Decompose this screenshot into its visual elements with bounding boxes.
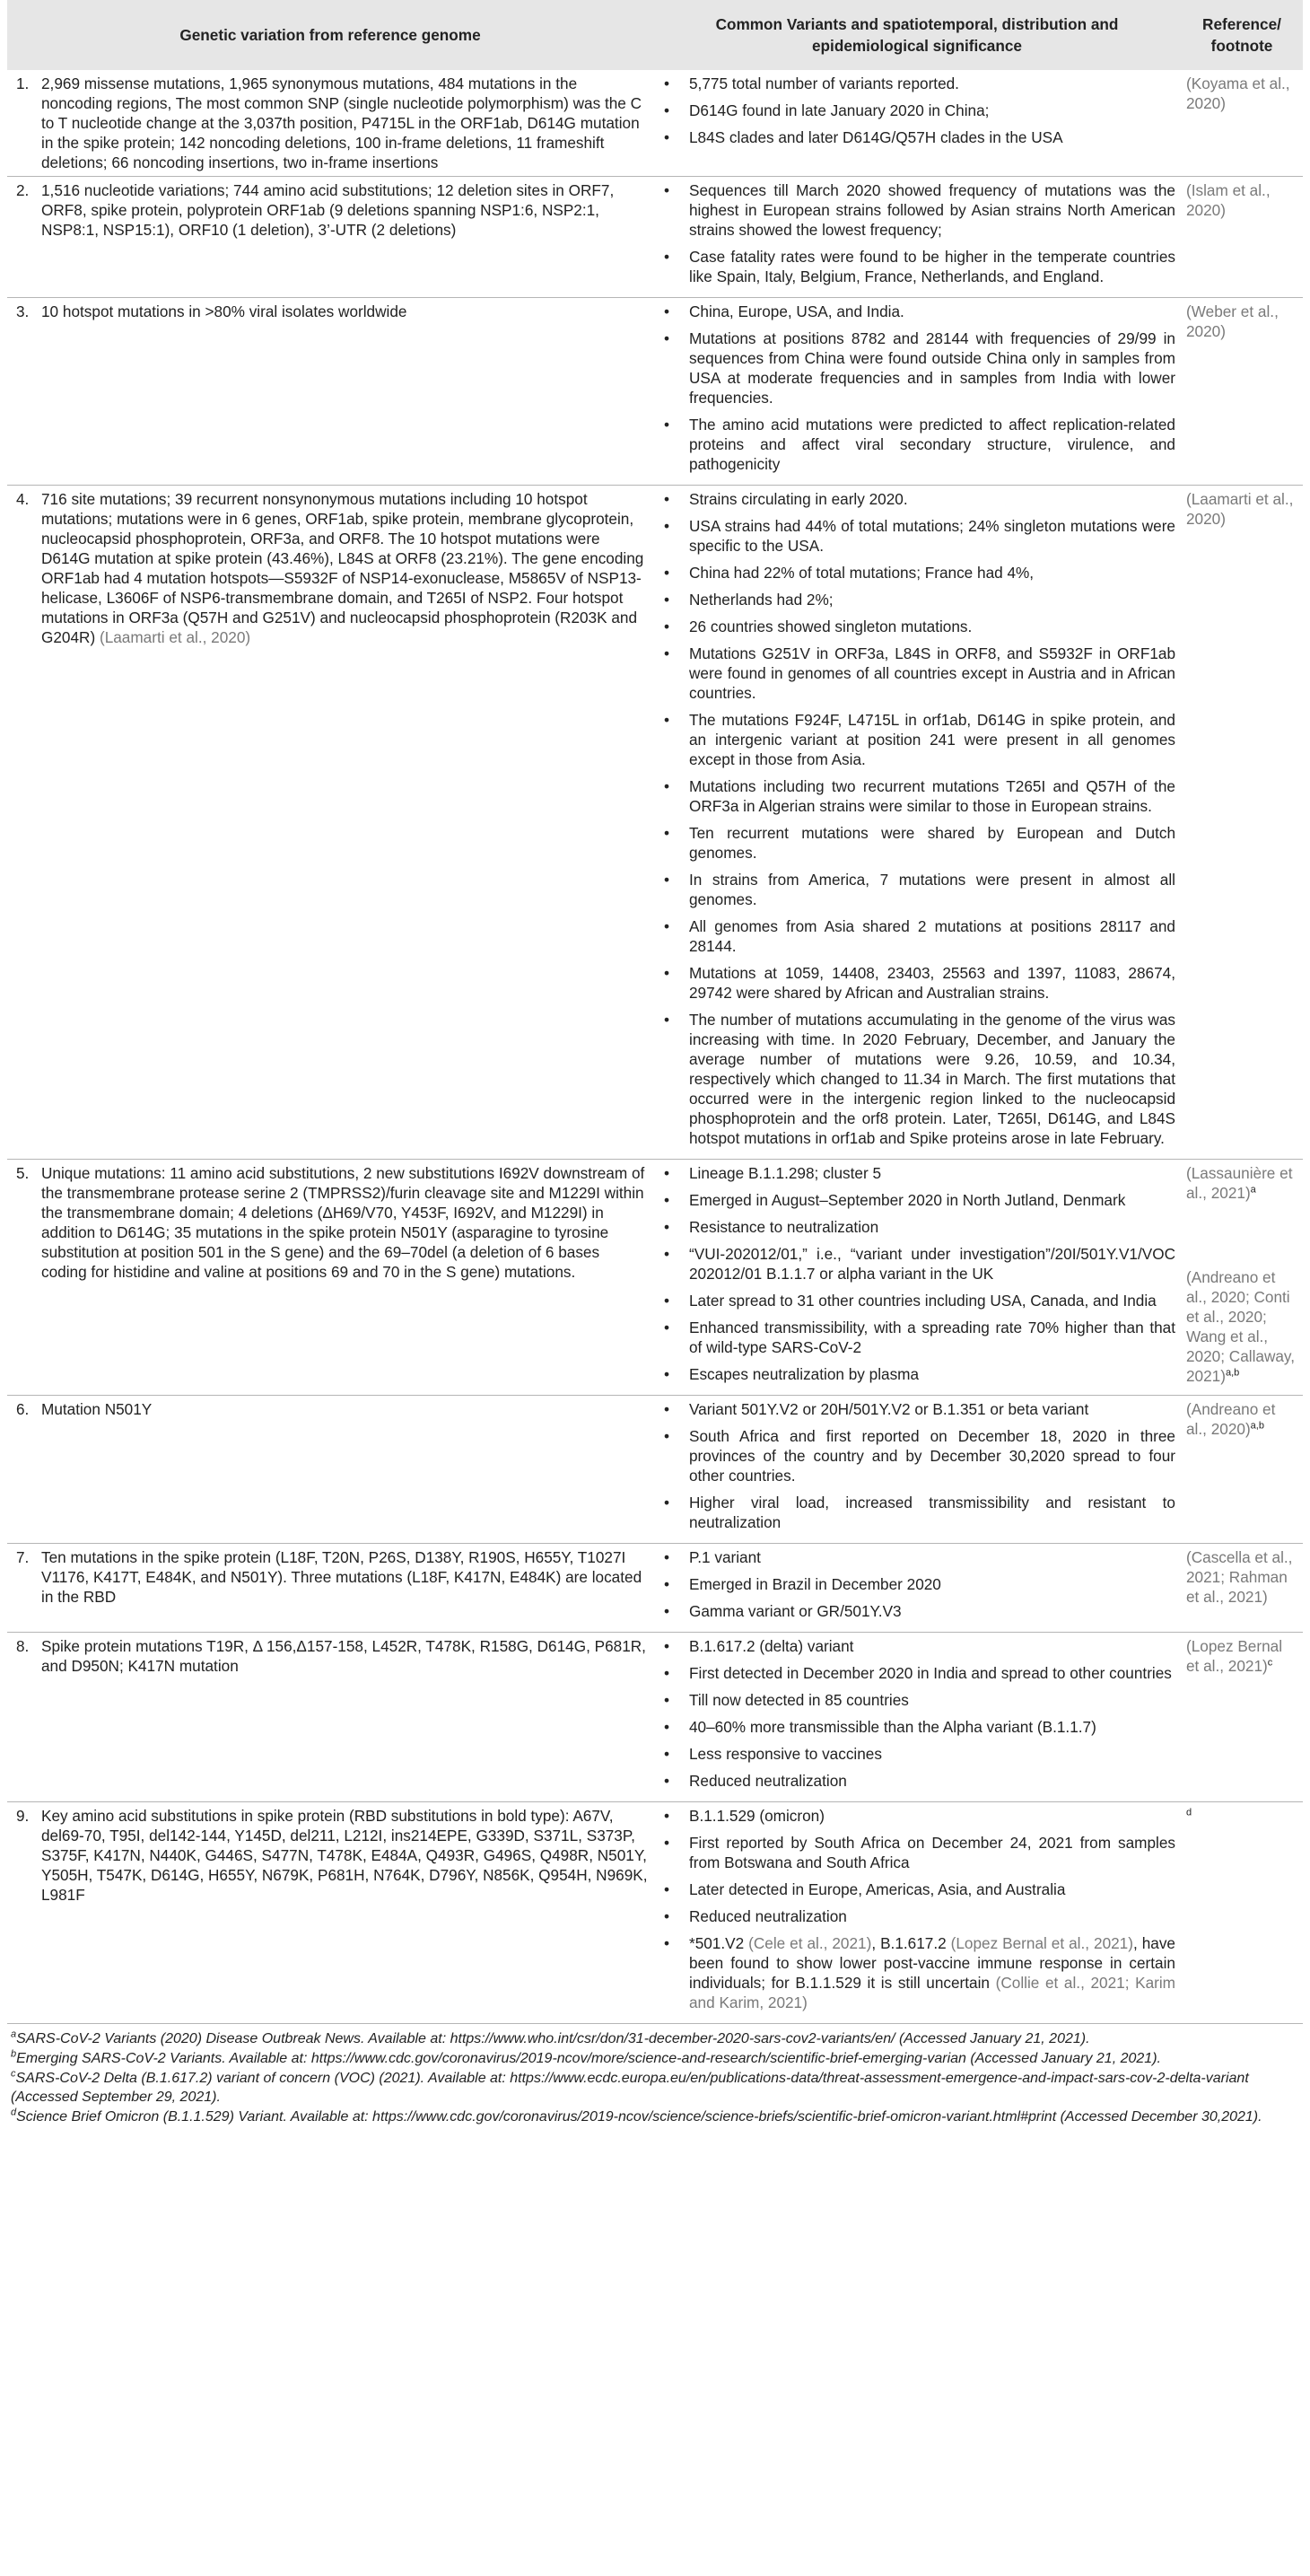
variant-list-item: • Ten recurrent mutations were shared by European and Dutch genomes.: [659, 823, 1175, 863]
footnote-marker: a,b: [1250, 1420, 1264, 1432]
variants-table: [7, 0, 1303, 2024]
reference: [1186, 1163, 1297, 1203]
variation-body: [13, 74, 648, 172]
variants-cell: [653, 486, 1181, 1160]
header-genetic-variation: Genetic variation from reference genome: [7, 0, 653, 70]
variation-text: [41, 1806, 648, 1905]
variant-citation: (Collie et al., 2021; Karim and Karim, 2021): [689, 1974, 1176, 2011]
variants-cell: [653, 1160, 1181, 1396]
footnote-text: Science Brief Omicron (B.1.1.529) Variant. Available at: https://www.cdc.gov/coronavirus/2019-ncov/science/science-briefs/scientific-brief-omicron-variant.html#print (Accessed December 30,2021).: [16, 2109, 1262, 2125]
reference-cell: [1181, 1802, 1303, 2024]
reference-cell: [1181, 1544, 1303, 1633]
reference: [1186, 180, 1297, 220]
variant-list: [659, 74, 1175, 147]
variant-list-item: • USA strains had 44% of total mutations; 24% singleton mutations were specific to the USA.: [659, 516, 1175, 556]
row-number: 7.: [16, 1548, 30, 1566]
variant-list-item: • The mutations F924F, L4715L in orf1ab, D614G in spike protein, and an intergenic variant at position 241 were present in all genomes except in those from Asia.: [659, 710, 1175, 769]
variant-list-item: • All genomes from Asia shared 2 mutations at positions 28117 and 28144.: [659, 916, 1175, 956]
reference: [1186, 489, 1297, 529]
footnote-mark: a: [11, 2028, 17, 2040]
variation-text: [41, 1547, 648, 1607]
header-reference: Reference/ footnote: [1181, 0, 1303, 70]
variation-citation: (Laamarti et al., 2020): [99, 628, 251, 646]
variant-list-item: • Emerged in August–September 2020 in North Jutland, Denmark: [659, 1190, 1175, 1210]
variation-body: [13, 1636, 648, 1676]
variant-list-item: • Strains circulating in early 2020.: [659, 489, 1175, 509]
variant-list-item: • South Africa and first reported on December 18, 2020 in three provinces of the country and by December 30,2020 spread to four other countries.: [659, 1426, 1175, 1485]
table-row: [7, 1802, 1303, 2024]
reference-cell: [1181, 1160, 1303, 1396]
variant-list-item: • Mutations at 1059, 14408, 23403, 25563 and 1397, 11083, 28674, 29742 were shared by African and Australian strains.: [659, 963, 1175, 1003]
reference: [1186, 1399, 1297, 1439]
genetic-variation-cell: [7, 486, 653, 1160]
table-row: [7, 486, 1303, 1160]
variation-description: Ten mutations in the spike protein (L18F, T20N, P26S, D138Y, R190S, H655Y, T1027I V1176, K417T, E484K, and N501Y). Three mutations (L18F, K417N, E484K) are located in the RBD: [41, 1548, 642, 1606]
variant-list: [659, 1399, 1175, 1532]
variant-list-item: • Later spread to 31 other countries including USA, Canada, and India: [659, 1291, 1175, 1310]
variant-citation: (Cele et al., 2021): [748, 1934, 872, 1952]
reference-text: (Islam et al., 2020): [1186, 181, 1271, 219]
row-number: 5.: [16, 1164, 30, 1182]
variation-description: 716 site mutations; 39 recurrent nonsynonymous mutations including 10 hotspot mutations; mutations were in 6 genes, ORF1ab, spike protein, membrane glycoprotein, nucleocapsid phosphoprotein, ORF3a, and ORF8. The 10 hotspot mutations were D614G mutation at spike protein (43.46%), L84S at ORF8 (23.21%). The gene encoding ORF1ab had 4 mutation hotspots—S5932F of NSP14-exonuclease, M5865V of NSP13-helicase, L3606F of NSP6-transmembrane domain, and T265I of NSP2. Four hotspot mutations in ORF3a (Q57H and G251V) and nucleocapsid phosphoprotein (R203K and G204R): [41, 490, 644, 646]
reference-cell: [1181, 298, 1303, 486]
genetic-variation-cell: [7, 1396, 653, 1544]
variant-list-item: • China, Europe, USA, and India.: [659, 302, 1175, 321]
variant-list-item: • In strains from America, 7 mutations were present in almost all genomes.: [659, 870, 1175, 909]
table-row: [7, 177, 1303, 298]
header-common-variants: Common Variants and spatiotemporal, distribution and epidemiological significance: [653, 0, 1181, 70]
variation-description: 10 hotspot mutations in >80% viral isolates worldwide: [41, 302, 407, 320]
reference-text: (Koyama et al., 2020): [1186, 74, 1290, 112]
variant-list-item: • Mutations G251V in ORF3a, L84S in ORF8, and S5932F in ORF1ab were found in genomes of all countries except in Austria and in African countries.: [659, 644, 1175, 703]
row-number: 2.: [16, 181, 30, 199]
row-number: 3.: [16, 302, 30, 320]
variant-list: [659, 489, 1175, 1148]
genetic-variation-cell: [7, 1633, 653, 1802]
footnote: [11, 2107, 1303, 2126]
footnote-mark: b: [11, 2048, 17, 2060]
variant-list-item: • Mutations including two recurrent mutations T265I and Q57H of the ORF3a in Algerian strains were similar to those in European strains.: [659, 776, 1175, 816]
variant-citation: (Lopez Bernal et al., 2021): [950, 1934, 1133, 1952]
variants-cell: [653, 1544, 1181, 1633]
variant-list-item: • Later detected in Europe, Americas, Asia, and Australia: [659, 1879, 1175, 1899]
variant-list: [659, 1806, 1175, 2012]
reference-text: (Andreano et al., 2020): [1186, 1400, 1276, 1438]
variant-list-item: • Less responsive to vaccines: [659, 1744, 1175, 1764]
row-number: 6.: [16, 1400, 30, 1418]
variation-text: [41, 180, 648, 240]
footnote: [11, 2029, 1303, 2048]
row-number: 1.: [16, 74, 30, 92]
variant-list-item: • Case fatality rates were found to be higher in the temperate countries like Spain, Italy, Belgium, France, Netherlands, and England.: [659, 247, 1175, 286]
variant-list-item: • The amino acid mutations were predicted to affect replication-related proteins and affect viral secondary structure, virulence, and pathogenicity: [659, 415, 1175, 474]
variant-list-item: • First detected in December 2020 in India and spread to other countries: [659, 1663, 1175, 1683]
variant-list-item: • Reduced neutralization: [659, 1771, 1175, 1791]
variant-list-item: • Reduced neutralization: [659, 1906, 1175, 1926]
variant-list-item: • 26 countries showed singleton mutations.: [659, 617, 1175, 636]
variant-list-item: • Variant 501Y.V2 or 20H/501Y.V2 or B.1.351 or beta variant: [659, 1399, 1175, 1419]
reference-cell: [1181, 1396, 1303, 1544]
variant-list: [659, 1636, 1175, 1791]
variation-text: [41, 302, 648, 321]
reference-text: (Lopez Bernal et al., 2021): [1186, 1637, 1283, 1675]
variant-list-item: • B.1.617.2 (delta) variant: [659, 1636, 1175, 1656]
table-row: [7, 70, 1303, 177]
variation-description: Spike protein mutations T19R, Δ 156,Δ157-158, L452R, T478K, R158G, D614G, P681R, and D950N; K417N mutation: [41, 1637, 646, 1675]
reference-text: (Andreano et al., 2020; Conti et al., 2020; Wang et al., 2020; Callaway, 2021): [1186, 1268, 1296, 1385]
reference-cell: [1181, 486, 1303, 1160]
footnote-text: SARS-CoV-2 Variants (2020) Disease Outbreak News. Available at: https://www.who.int/csr/don/31-december-2020-sars-cov2-variants/en/ (Accessed January 21, 2021).: [16, 2031, 1090, 2046]
variation-body: [13, 1163, 648, 1282]
variation-text: [41, 1399, 648, 1419]
footnote-marker: c: [1267, 1657, 1273, 1669]
genetic-variation-cell: [7, 1544, 653, 1633]
table-row: [7, 1396, 1303, 1544]
footnotes: [7, 2029, 1303, 2126]
variation-description: 1,516 nucleotide variations; 744 amino acid substitutions; 12 deletion sites in ORF7, ORF8, spike protein, polyprotein ORF1ab (9 deletions spanning NSP1:6, NSP2:1, NSP8:1, NSP15:1), ORF10 (1 deletion), 3’-UTR (2 deletions): [41, 181, 615, 239]
variant-list-item: • The number of mutations accumulating in the genome of the virus was increasing with time. In 2020 February, December, and January the average number of mutations were 9.26, 10.59, and 10.34, respectively which changed to 11.34 in March. The first mutations that occurred were in the intergenic region linked to the nucleocapsid phosphoprotein and the orf8 protein. Later, T265I, D614G, and L84S hotspot mutations in orf1ab and Spike proteins arose in late February.: [659, 1010, 1175, 1148]
reference-text: (Lassaunière et al., 2021): [1186, 1164, 1293, 1202]
footnote-marker: a: [1250, 1184, 1256, 1196]
table-row: [7, 298, 1303, 486]
variant-text: , B.1.617.2: [871, 1934, 951, 1952]
variant-list-item: • Escapes neutralization by plasma: [659, 1364, 1175, 1384]
table-header-row: [7, 0, 1303, 70]
footnote-text: SARS-CoV-2 Delta (B.1.617.2) variant of concern (VOC) (2021). Available at: https://www.ecdc.europa.eu/en/publications-data/threat-assessment-emergence-and-impact-sars-cov-2-delta-variant (Accessed September 29, 2021).: [11, 2071, 1249, 2105]
variants-cell: [653, 298, 1181, 486]
variant-list-item: [659, 1933, 1175, 2012]
variant-list-item: • Till now detected in 85 countries: [659, 1690, 1175, 1710]
reference: [1186, 1267, 1297, 1386]
variant-list: [659, 302, 1175, 474]
genetic-variation-cell: [7, 298, 653, 486]
variants-cell: [653, 70, 1181, 177]
variant-list-item: • Gamma variant or GR/501Y.V3: [659, 1601, 1175, 1621]
variation-description: Mutation N501Y: [41, 1400, 153, 1418]
variant-list-item: • Emerged in Brazil in December 2020: [659, 1574, 1175, 1594]
variant-list-item: • Higher viral load, increased transmissibility and resistant to neutralization: [659, 1493, 1175, 1532]
reference-text: (Cascella et al., 2021; Rahman et al., 2021): [1186, 1548, 1293, 1606]
variation-description: 2,969 missense mutations, 1,965 synonymous mutations, 484 mutations in the noncoding regions, The most common SNP (single nucleotide polymorphism) was the C to T nucleotide change at the 3,037th position, P4715L in the ORF1ab, D614G mutation in the spike protein; 142 noncoding deletions, 100 in-frame deletions, 11 frameshift deletions; 66 noncoding insertions, two in-frame insertions: [41, 74, 642, 171]
variation-text: [41, 489, 648, 647]
footnote-marker: d: [1186, 1807, 1192, 1818]
variant-list-item: • 40–60% more transmissible than the Alpha variant (B.1.1.7): [659, 1717, 1175, 1737]
genetic-variation-cell: [7, 1802, 653, 2024]
footnote-text: Emerging SARS-CoV-2 Variants. Available at: https://www.cdc.gov/coronavirus/2019-ncov/more/science-and-research/scientific-brief-emerging-varian (Accessed January 21, 2021).: [16, 2051, 1161, 2066]
footnote: [11, 2049, 1303, 2068]
variation-body: [13, 1806, 648, 1905]
variation-text: [41, 74, 648, 172]
table-row: [7, 1544, 1303, 1633]
variants-cell: [653, 1802, 1181, 2024]
reference: [1186, 302, 1297, 341]
variation-description: Unique mutations: 11 amino acid substitutions, 2 new substitutions I692V downstream of the transmembrane protease serine 2 (TMPRSS2)/furin cleavage site and M1229I within the transmembrane domain; 4 deletions (ΔH69/V70, Y453F, I692V, and M1229I) in addition to D614G; 35 mutations in the spike protein N501Y (asparagine to tyrosine substitution at position 501 in the S gene) and the 69–70del (a deletion of 6 bases coding for histidine and valine at positions 69 and 70 in the S gene) mutations.: [41, 1164, 645, 1281]
variant-text: , have been found to show lower post-vaccine immune response in certain individuals; for B.1.1.529 it is still uncertain: [689, 1934, 1175, 1992]
genetic-variation-cell: [7, 70, 653, 177]
reference-cell: [1181, 1633, 1303, 1802]
variants-cell: [653, 177, 1181, 298]
footnote-mark: c: [11, 2068, 16, 2080]
variant-list-item: • Sequences till March 2020 showed frequency of mutations was the highest in European strains followed by Asian strains North American strains showed the lowest frequency;: [659, 180, 1175, 240]
variant-list-item: • D614G found in late January 2020 in China;: [659, 101, 1175, 120]
variant-list-item: • B.1.1.529 (omicron): [659, 1806, 1175, 1826]
table-row: [7, 1633, 1303, 1802]
variant-list-item: • Netherlands had 2%;: [659, 590, 1175, 609]
variant-list: [659, 1163, 1175, 1384]
variation-body: [13, 180, 648, 240]
variant-list-item: • Lineage B.1.1.298; cluster 5: [659, 1163, 1175, 1183]
footnote-marker: a,b: [1225, 1367, 1240, 1379]
variation-body: [13, 1399, 648, 1419]
reference: [1186, 74, 1297, 113]
row-number: 8.: [16, 1637, 30, 1655]
row-number: 9.: [16, 1807, 30, 1825]
variant-list-item: • P.1 variant: [659, 1547, 1175, 1567]
variant-list: [659, 1547, 1175, 1621]
variants-cell: [653, 1633, 1181, 1802]
reference-cell: [1181, 70, 1303, 177]
reference: [1186, 1636, 1297, 1676]
variation-description: Key amino acid substitutions in spike protein (RBD substitutions in bold type): A67V, del69-70, T95I, del142-144, Y145D, del211, L212I, ins214EPE, G339D, S371L, S373P, S375F, K417N, N440K, G446S, S477N, T478K, E484A, Q493R, G496S, Q498R, N501Y, Y505H, T547K, D614G, H655Y, N679K, P681H, N764K, D796Y, N856K, Q954H, N969K, L981F: [41, 1807, 648, 1904]
footnote-mark: d: [11, 2107, 17, 2118]
variation-text: [41, 1163, 648, 1282]
row-number: 4.: [16, 490, 30, 508]
variant-list: [659, 180, 1175, 286]
table-row: [7, 1160, 1303, 1396]
variant-list-item: • Enhanced transmissibility, with a spreading rate 70% higher than that of wild-type SARS-CoV-2: [659, 1318, 1175, 1357]
table-body: [7, 70, 1303, 2024]
variant-list-item: • Resistance to neutralization: [659, 1217, 1175, 1237]
reference-text: (Weber et al., 2020): [1186, 302, 1279, 340]
variants-cell: [653, 1396, 1181, 1544]
variant-list-item: • 5,775 total number of variants reported.: [659, 74, 1175, 93]
variant-list-item: • L84S clades and later D614G/Q57H clades in the USA: [659, 127, 1175, 147]
variant-text: *501.V2: [689, 1934, 749, 1952]
variant-list-item: • China had 22% of total mutations; France had 4%,: [659, 563, 1175, 583]
variant-list-item: • First reported by South Africa on December 24, 2021 from samples from Botswana and South Africa: [659, 1833, 1175, 1872]
footnote: [11, 2069, 1303, 2107]
genetic-variation-cell: [7, 177, 653, 298]
variation-text: [41, 1636, 648, 1676]
genetic-variation-cell: [7, 1160, 653, 1396]
variation-body: [13, 1547, 648, 1607]
variation-body: [13, 489, 648, 647]
variation-body: [13, 302, 648, 321]
reference-cell: [1181, 177, 1303, 298]
reference-text: (Laamarti et al., 2020): [1186, 490, 1294, 528]
variant-list-item: • Mutations at positions 8782 and 28144 with frequencies of 29/99 in sequences from China were found outside China only in samples from USA at moderate frequencies and in samples from India with lower frequencies.: [659, 329, 1175, 407]
reference: [1186, 1547, 1297, 1607]
variant-list-item: • “VUI-202012/01,” i.e., “variant under investigation”/20I/501Y.V1/VOC 202012/01 B.1.1.7 or alpha variant in the UK: [659, 1244, 1175, 1284]
